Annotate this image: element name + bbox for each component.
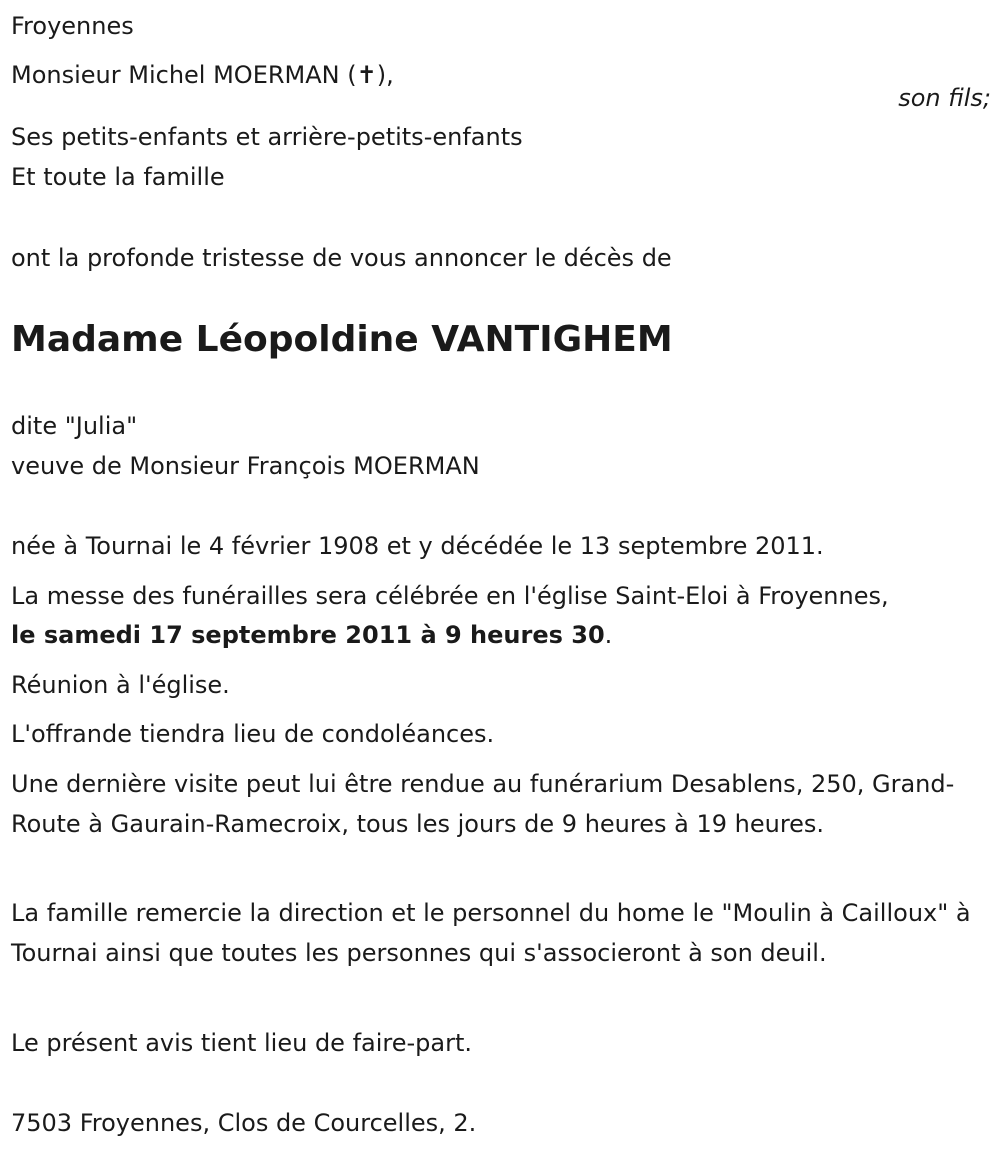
son-relation: son fils;: [898, 84, 991, 112]
son-name: Monsieur Michel MOERMAN (✝),: [11, 61, 394, 89]
funeral-datetime: le samedi 17 septembre 2011 à 9 heures 30: [11, 621, 605, 649]
birth-death-line: née à Tournai le 4 février 1908 et y décédée le 13 septembre 2011.: [11, 532, 824, 560]
notice-line: Le présent avis tient lieu de faire-part.: [11, 1029, 473, 1057]
deceased-name: Madame Léopoldine VANTIGHEM: [11, 319, 673, 360]
announcement-intro: ont la profonde tristesse de vous annoncer le décès de: [11, 244, 672, 272]
offering-line: L'offrande tiendra lieu de condoléances.: [11, 720, 495, 748]
funeral-datetime-line: [11, 615, 612, 655]
funeral-mass-line: La messe des funérailles sera célébrée en l'église Saint-Eloi à Froyennes,: [11, 582, 889, 610]
widow-line: veuve de Monsieur François MOERMAN: [11, 452, 480, 480]
gathering-line: Réunion à l'église.: [11, 671, 230, 699]
alias-line: dite "Julia": [11, 412, 138, 440]
visit-paragraph: Une dernière visite peut lui être rendue au funérarium Desablens, 250, Grand-Route à Gaurain-Ramecroix, tous les jours de 9 heures à 19 heures.: [11, 770, 955, 838]
place-heading: Froyennes: [11, 12, 134, 40]
grandchildren-line: Ses petits-enfants et arrière-petits-enfants: [11, 123, 523, 151]
thanks-paragraph: La famille remercie la direction et le personnel du home le "Moulin à Cailloux" à Tournai ainsi que toutes les personnes qui s'associeront à son deuil.: [11, 899, 971, 967]
address-line: 7503 Froyennes, Clos de Courcelles, 2.: [11, 1109, 477, 1137]
whole-family-line: Et toute la famille: [11, 163, 225, 191]
funeral-datetime-end: .: [604, 621, 613, 649]
